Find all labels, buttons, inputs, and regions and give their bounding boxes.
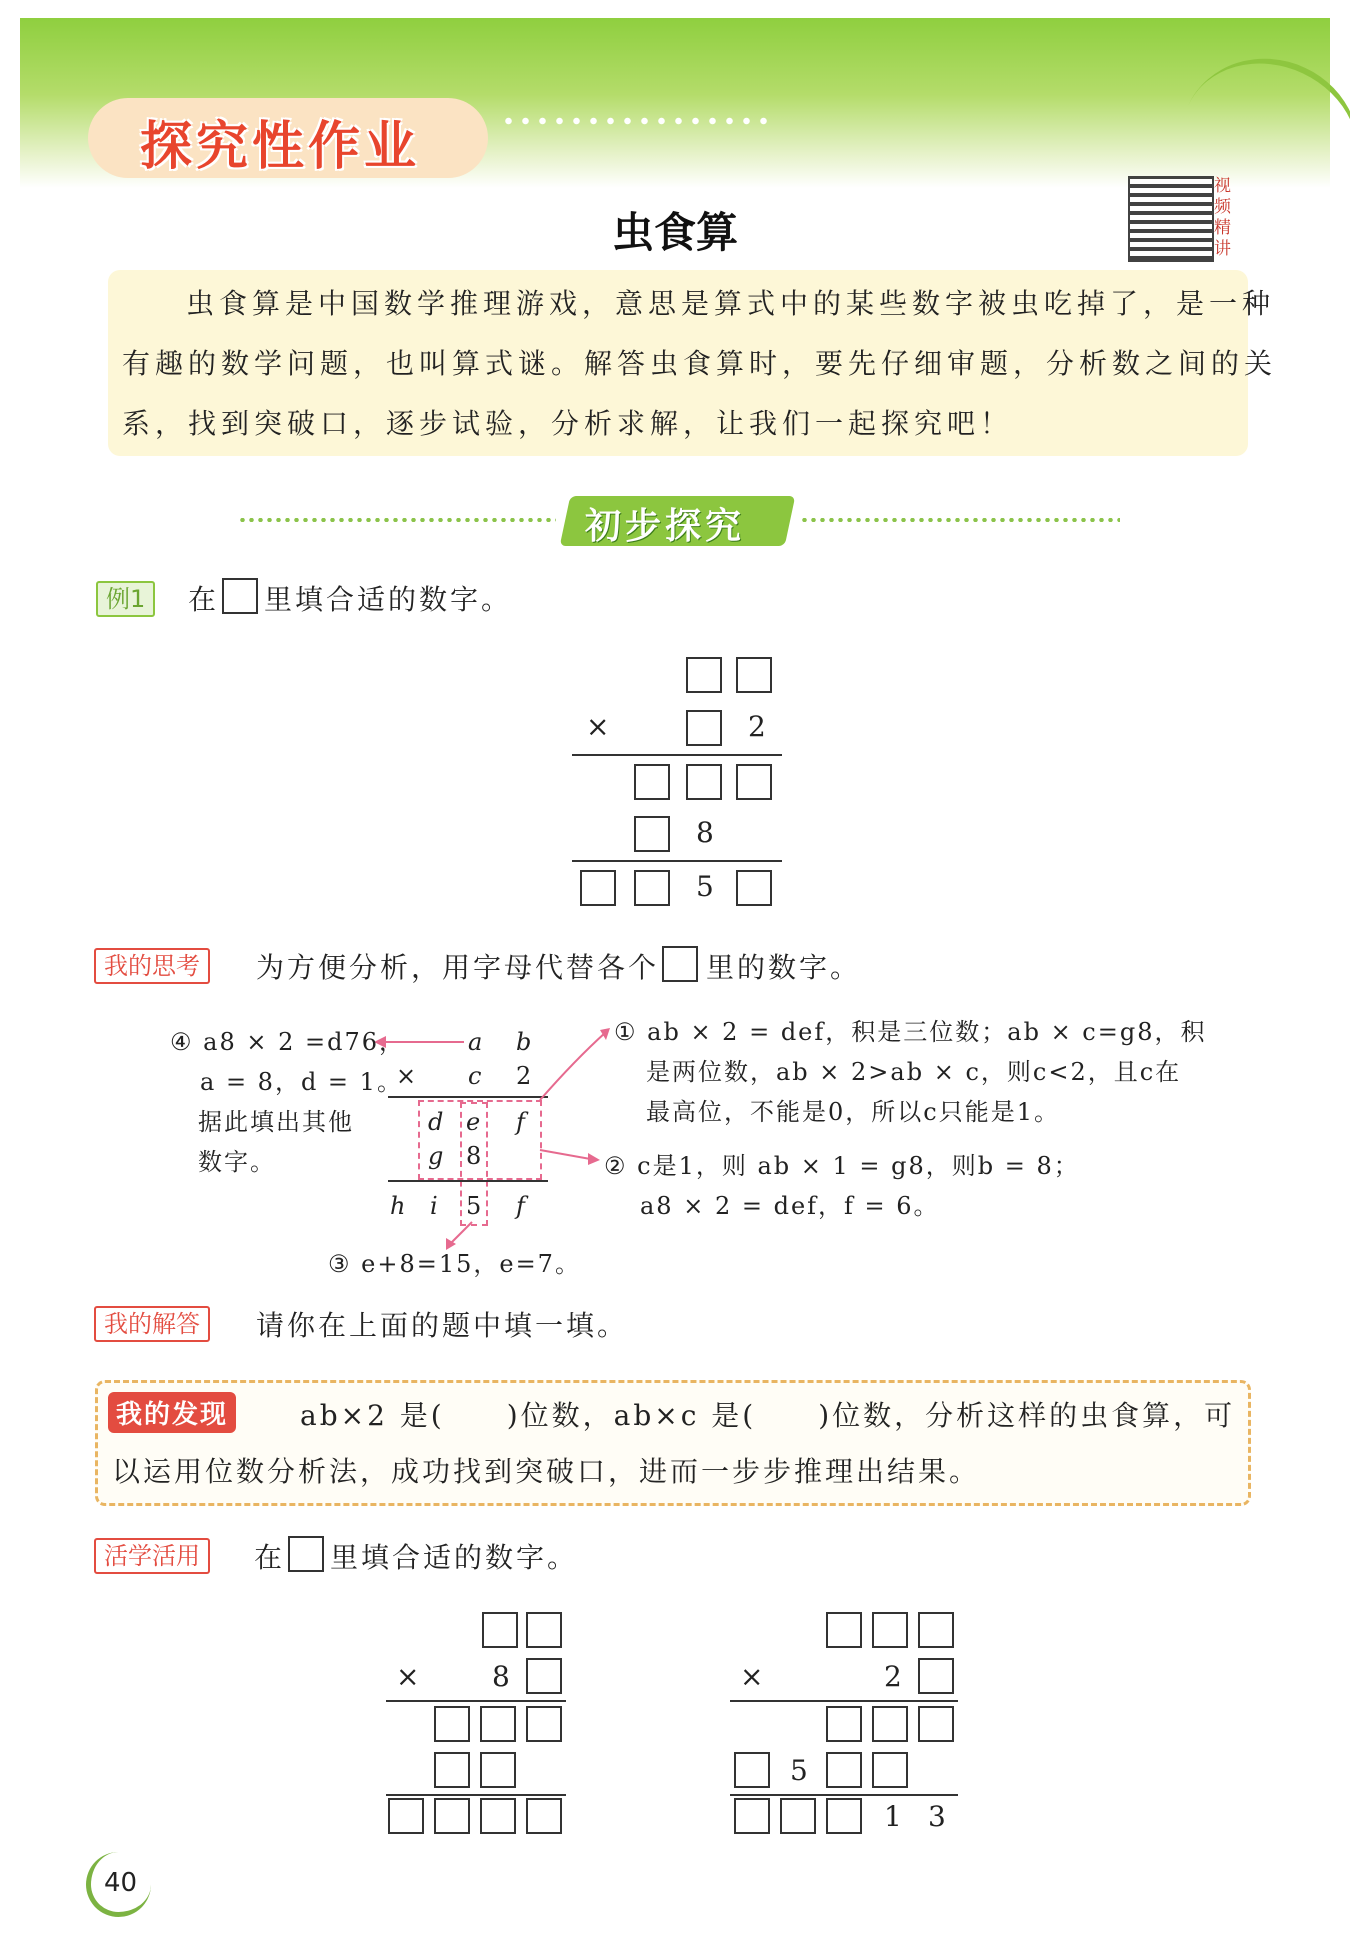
blank-box[interactable] bbox=[480, 1798, 516, 1834]
letter-c: c bbox=[468, 1062, 484, 1090]
known-digit: 1 bbox=[884, 1800, 905, 1833]
note-4: ④ a8 × 2 =d76， bbox=[170, 1028, 405, 1056]
blank-box[interactable] bbox=[780, 1798, 816, 1834]
known-digit: 2 bbox=[884, 1660, 905, 1693]
note-1: ① ab × 2 = def，积是三位数；ab × c=g8，积 bbox=[614, 1018, 1207, 1046]
rule-line bbox=[730, 1794, 958, 1796]
blank-box[interactable] bbox=[434, 1798, 470, 1834]
blank-box[interactable] bbox=[826, 1706, 862, 1742]
intro-line: 系，找到突破口，逐步试验，分析求解，让我们一起探究吧！ bbox=[122, 407, 1014, 440]
blank-box-sample bbox=[288, 1536, 324, 1572]
thinking-tag: 我的思考 bbox=[94, 948, 210, 984]
times-sign: × bbox=[586, 710, 613, 743]
blank-box[interactable] bbox=[872, 1612, 908, 1648]
note-4: 数字。 bbox=[198, 1148, 276, 1176]
note-1: 最高位，不能是0，所以c只能是1。 bbox=[646, 1098, 1060, 1126]
example-prompt-before: 在 bbox=[188, 583, 220, 616]
note-2: ② c是1，则 ab × 1 = g8，则b = 8； bbox=[604, 1152, 1080, 1180]
arrow-to-note2 bbox=[540, 1150, 596, 1160]
blank-box[interactable] bbox=[526, 1612, 562, 1648]
letter-e: e bbox=[466, 1108, 483, 1136]
letter-g: g bbox=[428, 1142, 446, 1170]
letter-f: f bbox=[516, 1108, 527, 1136]
discovery-tag: 我的发现 bbox=[108, 1392, 236, 1433]
digit-5: 5 bbox=[466, 1192, 484, 1220]
digit-2: 2 bbox=[516, 1062, 534, 1090]
letter-d: d bbox=[428, 1108, 446, 1136]
blank-box[interactable] bbox=[526, 1706, 562, 1742]
thinking-text-after: 里的数字。 bbox=[706, 951, 862, 984]
page-number: 40 bbox=[104, 1868, 138, 1898]
blank-box[interactable] bbox=[480, 1706, 516, 1742]
blank-box[interactable] bbox=[734, 1752, 770, 1788]
note-2: a8 × 2 = def，f = 6。 bbox=[640, 1192, 940, 1220]
times-sign: × bbox=[396, 1062, 419, 1090]
letter-i: i bbox=[430, 1192, 440, 1220]
times-sign: × bbox=[396, 1660, 423, 1693]
rule-line bbox=[386, 1700, 566, 1702]
note-4: a = 8，d = 1。 bbox=[200, 1068, 403, 1096]
blank-box[interactable] bbox=[434, 1752, 470, 1788]
known-digit: 5 bbox=[696, 870, 717, 903]
blank-box[interactable] bbox=[872, 1752, 908, 1788]
page-title: 虫食算 bbox=[611, 208, 738, 257]
blank-box[interactable] bbox=[918, 1658, 954, 1694]
rule-line bbox=[386, 1794, 566, 1796]
blank-box[interactable] bbox=[388, 1798, 424, 1834]
letter-f: f bbox=[516, 1192, 527, 1220]
known-digit: 8 bbox=[492, 1660, 513, 1693]
rule-line bbox=[730, 1700, 958, 1702]
discovery-line: 以运用位数分析法，成功找到突破口，进而一步步推理出结果。 bbox=[112, 1455, 981, 1488]
note-3: ③ e+8=15，e=7。 bbox=[328, 1250, 581, 1278]
letter-a: a bbox=[468, 1028, 485, 1056]
answer-text: 请你在上面的题中填一填。 bbox=[256, 1309, 629, 1342]
blank-box[interactable] bbox=[482, 1612, 518, 1648]
blank-box[interactable] bbox=[434, 1706, 470, 1742]
blank-box[interactable] bbox=[734, 1798, 770, 1834]
known-digit: 8 bbox=[696, 816, 717, 849]
blank-box[interactable] bbox=[526, 1658, 562, 1694]
blank-box[interactable] bbox=[826, 1612, 862, 1648]
blank-box[interactable] bbox=[526, 1798, 562, 1834]
letter-h: h bbox=[390, 1192, 408, 1220]
blank-box[interactable] bbox=[480, 1752, 516, 1788]
section-title: 初步探究 bbox=[585, 506, 746, 547]
example-prompt-after: 里填合适的数字。 bbox=[264, 583, 513, 616]
digit-8: 8 bbox=[466, 1142, 484, 1170]
blank-box[interactable] bbox=[918, 1612, 954, 1648]
known-digit: 2 bbox=[748, 710, 769, 743]
intro-line: 有趣的数学问题，也叫算式谜。解答虫食算时，要先仔细审题，分析数之间的关 bbox=[122, 347, 1278, 380]
discovery-line: ab×2 是( )位数，ab×c 是( )位数，分析这样的虫食算，可 bbox=[300, 1399, 1236, 1432]
arrow-to-note1 bbox=[540, 1032, 606, 1100]
letter-b: b bbox=[516, 1028, 534, 1056]
blank-box[interactable] bbox=[872, 1706, 908, 1742]
note-4: 据此填出其他 bbox=[198, 1108, 354, 1136]
intro-line: 虫食算是中国数学推理游戏，意思是算式中的某些数字被虫吃掉了，是一种 bbox=[186, 287, 1276, 320]
arrow-to-note3 bbox=[450, 1222, 472, 1244]
blank-box[interactable] bbox=[918, 1706, 954, 1742]
blank-box[interactable] bbox=[826, 1752, 862, 1788]
practice-prompt-after: 里填合适的数字。 bbox=[330, 1541, 579, 1574]
note-1: 是两位数，ab × 2>ab × c，则c<2，且c在 bbox=[646, 1058, 1182, 1086]
badge-title: 探究性作业 bbox=[140, 117, 421, 177]
thinking-text-before: 为方便分析，用字母代替各个 bbox=[256, 951, 660, 984]
answer-tag: 我的解答 bbox=[94, 1306, 210, 1342]
practice-prompt-before: 在 bbox=[254, 1541, 286, 1574]
qr-label: 视频精讲 bbox=[1214, 176, 1231, 259]
example-tag: 例1 bbox=[96, 581, 155, 617]
blank-box[interactable] bbox=[826, 1798, 862, 1834]
known-digit: 3 bbox=[928, 1800, 949, 1833]
practice-tag: 活学活用 bbox=[94, 1538, 210, 1574]
known-digit: 5 bbox=[790, 1754, 811, 1787]
times-sign: × bbox=[740, 1660, 767, 1693]
